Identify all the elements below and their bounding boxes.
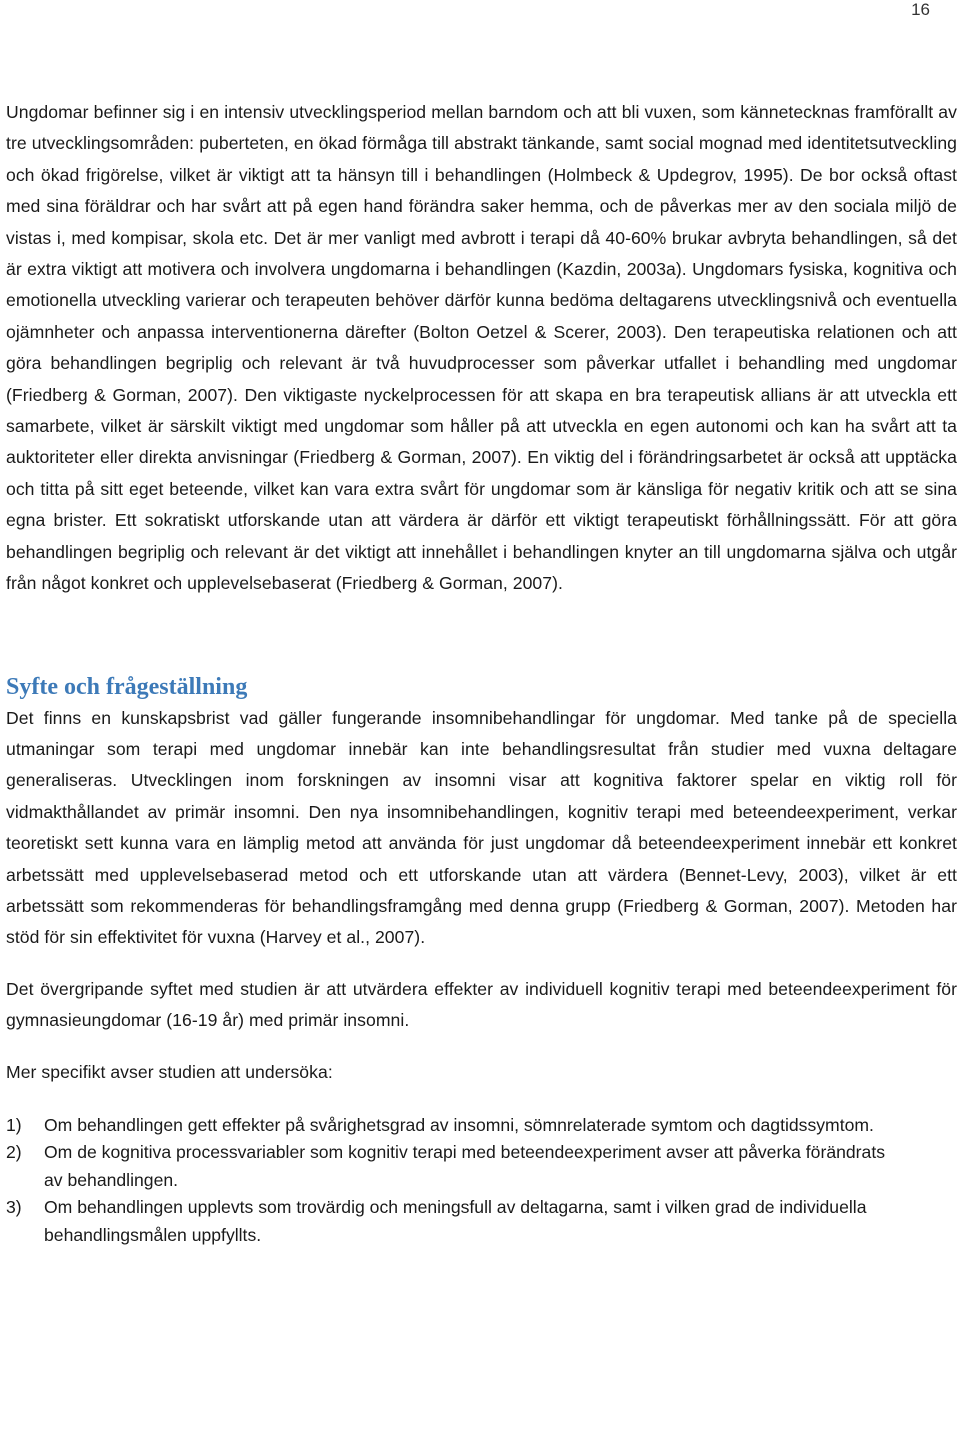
paragraph-study-aim: Det övergripande syftet med studien är att utvärdera effekter av individuell kognitiv terapi med beteendeexperiment för gymnasieungdomar (16-19 år) med primär insomni.: [6, 978, 957, 1031]
list-item-number: 1): [6, 1114, 22, 1135]
document-body: [6, 97, 957, 1249]
paragraph-specific-aims-intro: Mer specifikt avser studien att undersöka:: [6, 1061, 333, 1082]
list-item: [6, 1112, 957, 1140]
list-item: [6, 1139, 957, 1194]
list-item-text: Om behandlingen gett effekter på svårighetsgrad av insomni, sömnrelaterade symtom och dagtidssymtom.: [44, 1114, 874, 1135]
paragraph-adolescent-development: Ungdomar befinner sig i en intensiv utvecklingsperiod mellan barndom och att bli vuxen, som kännetecknas framförallt av tre utvecklingsområden: puberteten, en ökad förmåga till abstrakt tänkande, samt social mognad med identitetsutveckling och ökad frigörelse, vilket är viktigt att ta hänsyn till i behandlingen (Holmbeck & Updegrov, 1995). De bor också oftast med sina föräldrar och har svårt att på egen hand förändra saker hemma, och de påverkas mer av den sociala miljö de vistas i, med kompisar, skola etc. Det är mer vanligt med avbrott i terapi då 40-60% brukar avbryta behandlingen, så det är extra viktigt att motivera och involvera ungdomarna i behandlingen (Kazdin, 2003a). Ungdomars fysiska, kognitiva och emotionella utveckling varierar och terapeuten behöver därför kunna bedöma deltagarens utvecklingsnivå och eventuella ojämnheter och anpassa interventionerna därefter (Bolton Oetzel & Scerer, 2003). Den terapeutiska relationen och att göra behandlingen begriplig och relevant är två huvudprocesser som påverkar utfallet i behandling med ungdomar (Friedberg & Gorman, 2007). Den viktigaste nyckelprocessen för att skapa en bra terapeutisk allians är att utveckla ett samarbete, vilket är särskilt viktigt med ungdomar som håller på att utveckla en egen autonomi och kan ha svårt att ta auktoriteter eller direkta anvisningar (Friedberg & Gorman, 2007). En viktig del i förändringsarbetet är också att upptäcka och titta på sitt eget beteende, vilket kan vara extra svårt för ungdomar som är känsliga för negativ kritik och att se sina egna brister. Ett sokratiskt utforskande utan att värdera är därför ett viktigt terapeutiskt förhållningssätt. För att göra behandlingen begriplig och relevant är det viktigt att innehållet i behandlingen knyter an till ungdomarna själva och utgår från något konkret och upplevelsebaserat (Friedberg & Gorman, 2007).: [6, 102, 957, 594]
list-item-text: Om behandlingen upplevts som trovärdig och meningsfull av deltagarna, samt i vilken grad de individuella behandlingsmålen uppfyllts.: [44, 1197, 867, 1245]
list-item: [6, 1194, 957, 1249]
research-questions-list: [6, 1112, 957, 1250]
list-item-number: 3): [6, 1197, 22, 1218]
section-heading: Syfte och frågeställning: [6, 673, 248, 700]
list-item-number: 2): [6, 1142, 22, 1163]
page-number: 16: [911, 0, 930, 19]
list-item-text: Om de kognitiva processvariabler som kognitiv terapi med beteendeexperiment avser att påverka förändrats av behandlingen.: [44, 1142, 886, 1190]
paragraph-knowledge-gap: Det finns en kunskapsbrist vad gäller fungerande insomnibehandlingar för ungdomar. Med tanke på de speciella utmaningar som terapi med ungdomar innebär kan inte behandlingsresultat från studier med vuxna deltagare generaliseras. Utvecklingen inom forskningen av insomni visar att kognitiva faktorer spelar en viktig roll för vidmakthållandet av primär insomni. Den nya insomnibehandlingen, kognitiv terapi med beteendeexperiment, verkar teoretiskt sett kunna vara en lämplig metod att använda för just ungdomar då beteendeexperiment innebär ett konkret arbetssätt med upplevelsebaserad metod och ett utforskande utan att värdera (Bennet-Levy, 2003), vilket är ett arbetssätt som rekommenderas för behandlingsframgång med denna grupp (Friedberg & Gorman, 2007). Metoden har stöd för sin effektivitet för vuxna (Harvey et al., 2007).: [6, 707, 957, 948]
